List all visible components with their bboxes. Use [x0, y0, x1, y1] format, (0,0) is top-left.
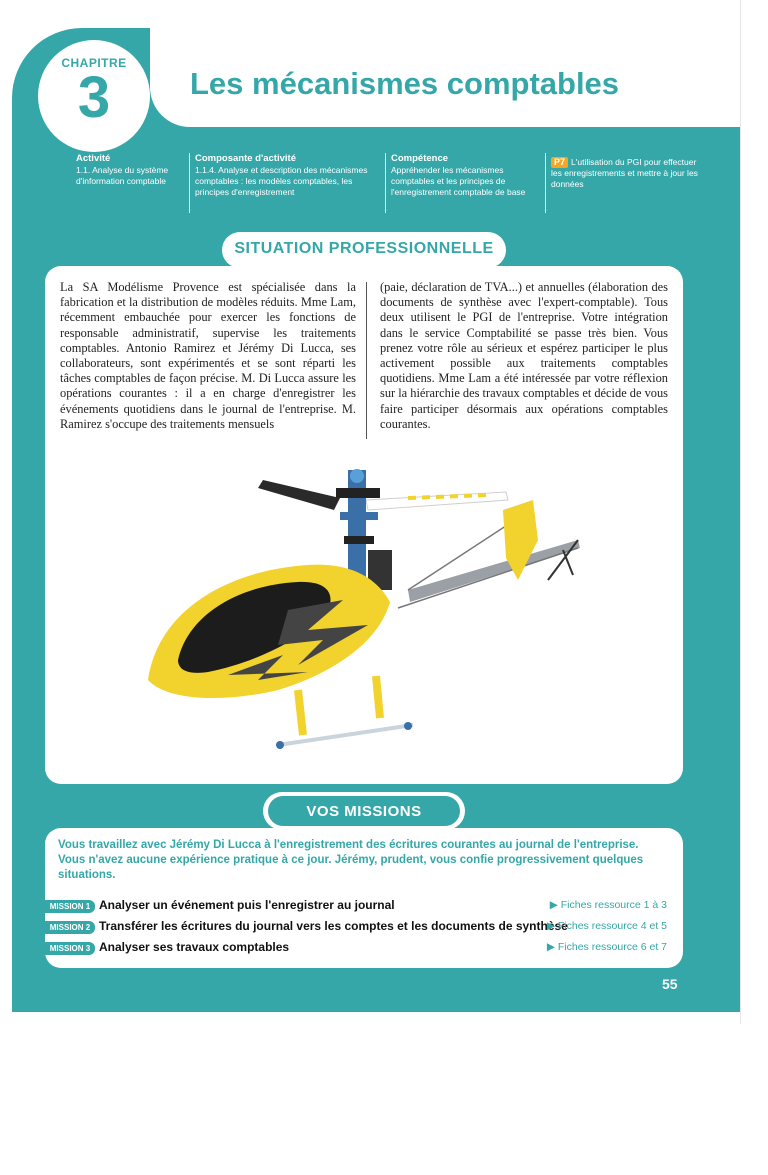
situation-column-right	[380, 280, 668, 432]
missions-heading: VOS MISSIONS	[306, 803, 422, 820]
side-note-wrap	[1, 814, 11, 1175]
situation-column-left	[60, 280, 356, 432]
meta-divider	[385, 153, 386, 213]
chapter-badge	[38, 40, 150, 152]
missions-intro	[58, 838, 668, 883]
mission-text: Analyser un événement puis l'enregistrer au journal	[99, 898, 395, 912]
situation-heading: SITUATION PROFESSIONNELLE	[234, 240, 494, 257]
rotor-blade-right	[366, 492, 508, 510]
meta-pgi-text: L'utilisation du PGI pour effectuer les enregistrements et mettre à jour les données	[551, 157, 698, 189]
column-divider	[366, 282, 367, 439]
mission-text: Analyser ses travaux comptables	[99, 940, 290, 954]
meta-composante-text: 1.1.4. Analyse et description des mécanismes comptables : les modèles comptables, les principes d'enregistrement	[195, 165, 368, 197]
situation-heading-pill	[222, 232, 506, 268]
tail-boom	[398, 518, 580, 608]
canopy	[148, 565, 390, 698]
p7-badge: P7	[551, 157, 568, 168]
mission-ref: ▶ Fiches ressource 6 et 7	[546, 941, 667, 953]
rotor-blade-left	[258, 480, 340, 510]
mission-row	[45, 918, 669, 936]
meta-divider	[545, 153, 546, 213]
mission-row	[45, 897, 669, 915]
meta-activite-head: Activité	[76, 153, 111, 164]
mission-tag: MISSION 2	[45, 921, 95, 934]
situation-text-left: La SA Modélisme Provence est spécialisée dans la fabrication et la distribution de modèles réduits. Mme Lam, récemment embauchée pour exercer les fonctions de responsable administratif, supervise les traitements comptables. Antonio Ramirez et Jérémy Di Lucca, ses collaborateurs, sont expérimentés et se sont réparti les tâches comptables de façon précise. M. Di Lucca assure les opérations courantes : il a en charge d'enregistrer les événements quotidiens dans le journal de l'entreprise. M. Ramirez s'occupe des traitements mensuels	[60, 280, 356, 431]
meta-pgi	[551, 157, 701, 190]
mission-ref: ▶ Fiches ressource 4 et 5	[546, 920, 667, 932]
meta-divider	[189, 153, 190, 213]
mission-text: Transférer les écritures du journal vers les comptes et les documents de synthèse	[99, 919, 568, 933]
chapter-number: 3	[77, 65, 111, 130]
meta-activite-text: 1.1. Analyse du système d'information comptable	[76, 165, 169, 186]
mission-ref: ▶ Fiches ressource 1 à 3	[549, 899, 667, 911]
mission-row	[45, 939, 669, 957]
missions-heading-inner	[268, 796, 460, 826]
mission-tag: MISSION 3	[45, 942, 95, 955]
copyright-note: © Nathan - La photocopie non autorisée est un délit	[1, 814, 8, 975]
header-area	[150, 0, 740, 127]
meta-competence	[391, 153, 531, 198]
meta-activite	[76, 153, 186, 187]
helicopter-photo	[108, 440, 608, 770]
chapter-label: CHAPITRE	[61, 56, 127, 70]
mission-tag: MISSION 1	[45, 900, 95, 913]
page-number: 55	[662, 976, 678, 992]
meta-competence-text: Appréhender les mécanismes comptables et les principes de l'enregistrement comptable de base	[391, 165, 526, 197]
situation-text-right: (paie, déclaration de TVA...) et annuelles (élaboration des documents de synthèse avec l'expert-comptable). Tous deux utilisent le PGI de l'entreprise. Votre intégration dans le service Comptabilité se passe très bien. Vous prenez votre rôle au sérieux et espérez participer le plus activement possible aux traitements comptables quotidiens. Mme Lam a été intéressée par votre réflexion sur la hiérarchie des travaux comptables et décide de vous faire participer désormais aux opérations comptables courantes.	[380, 280, 668, 431]
missions-heading-pill	[263, 792, 465, 830]
missions-intro-text: Vous travaillez avec Jérémy Di Lucca à l'enregistrement des écritures courantes au journal de l'entreprise. Vous n'avez aucune expérience pratique à ce jour. Jérémy, prudent, vous confie progressivement quelques situations.	[58, 839, 644, 881]
landing-skids	[276, 676, 413, 749]
page-title: Les mécanismes comptables	[190, 66, 620, 101]
meta-composante-head: Composante d'activité	[195, 153, 296, 164]
meta-composante	[195, 153, 375, 198]
meta-competence-head: Compétence	[391, 153, 449, 164]
page-edge	[740, 0, 768, 1024]
